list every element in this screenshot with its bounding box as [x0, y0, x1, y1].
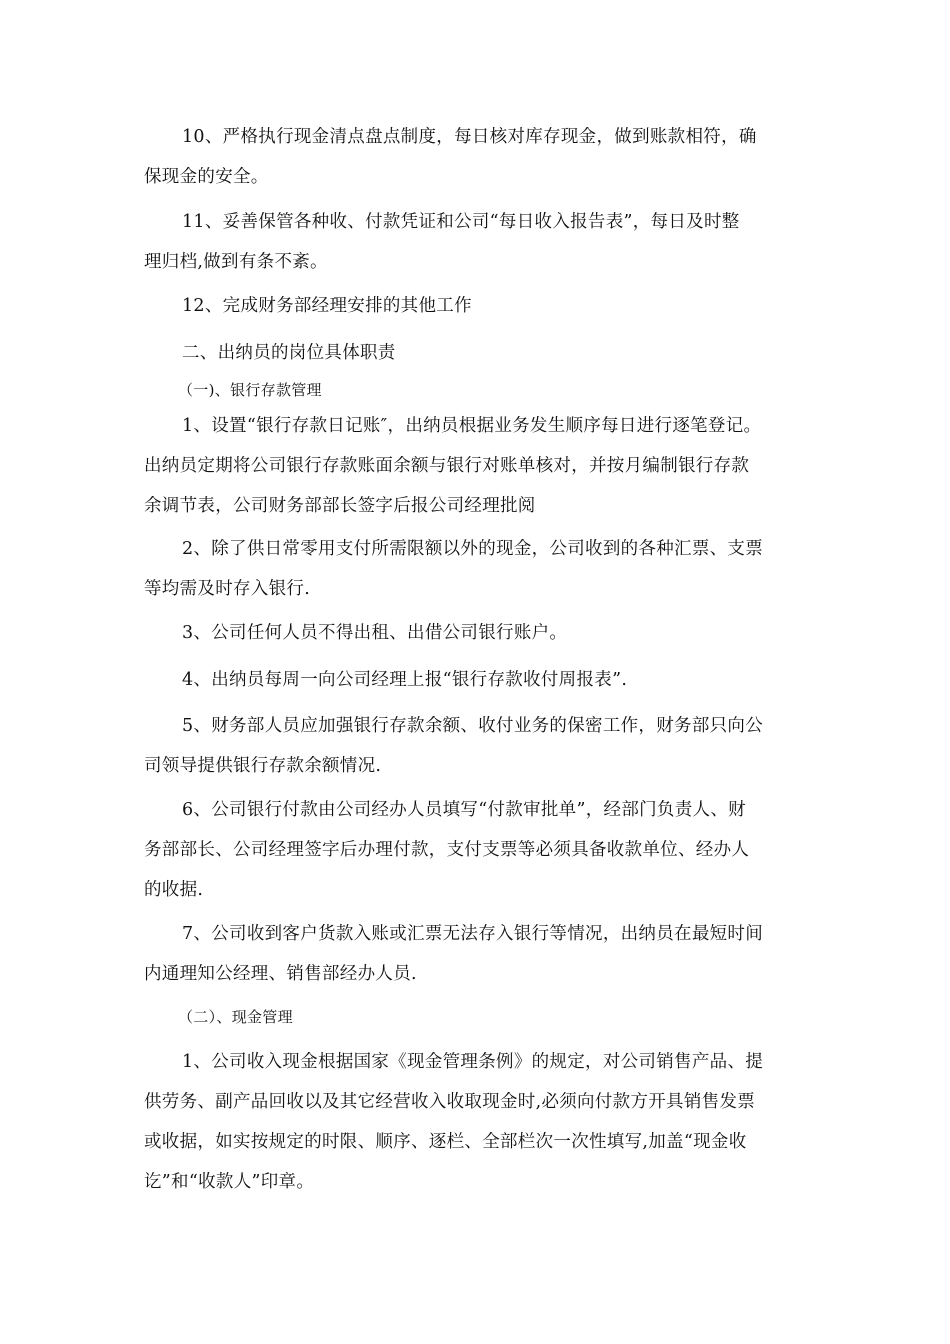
text-line: 1、设置“银行存款日记账″，出纳员根据业务发生顺序每日进行逐笔登记。 — [182, 416, 762, 436]
text-line: 4、出纳员每周一向公司经理上报“银行存款收付周报表”. — [182, 670, 628, 690]
paragraph-bank-1 — [144, 406, 809, 526]
paragraph-bank-4 — [144, 660, 809, 700]
paragraph-bank-3 — [144, 613, 809, 653]
text-line: 5、财务部人员应加强银行存款余额、收付业务的保密工作，财务部只向公 — [182, 716, 764, 736]
paragraph-cash-1 — [144, 1042, 809, 1202]
section-title-duties — [144, 333, 809, 373]
text-line: 10、严格执行现金清点盘点制度，每日核对库存现金，做到账款相符，确 — [182, 127, 757, 147]
subsection-title-cash: （二）、现金管理 — [178, 1008, 293, 1026]
text-line: 7、公司收到客户货款入账或汇票无法存入银行等情况，出纳员在最短时间 — [182, 924, 764, 944]
text-line: 1、公司收入现金根据国家《现金管理条例》的规定，对公司销售产品、提 — [182, 1052, 764, 1072]
text-line: 讫”和“收款人”印章。 — [144, 1172, 315, 1192]
paragraph-bank-6 — [144, 790, 809, 910]
subsection-title-bank-deposit: （一)、银行存款管理 — [178, 381, 322, 399]
paragraph-item-10 — [144, 117, 809, 197]
text-line: 保现金的安全。 — [144, 167, 269, 187]
paragraph-item-11 — [144, 202, 809, 282]
text-line: 12、完成财务部经理安排的其他工作 — [182, 296, 472, 316]
text-line: 或收据，如实按规定的时限、顺序、逐栏、全部栏次一次性填写,加盖“现金收 — [144, 1132, 747, 1152]
text-line: 6、公司银行付款由公司经办人员填写“付款审批单”，经部门负责人、财 — [182, 800, 746, 820]
paragraph-item-12 — [144, 286, 809, 326]
text-line: 务部部长、公司经理签字后办理付款，支付支票等必须具备收款单位、经办人 — [144, 840, 750, 860]
text-line: 2、除了供日常零用支付所需限额以外的现金，公司收到的各种汇票、支票 — [182, 539, 764, 559]
text-line: 11、妥善保管各种收、付款凭证和公司“每日收入报告表”，每日及时整 — [182, 212, 740, 232]
text-line: 3、公司任何人员不得出租、出借公司银行账户。 — [182, 623, 568, 643]
text-line: 内通理知公经理、销售部经办人员. — [144, 964, 417, 984]
paragraph-bank-2 — [144, 529, 809, 609]
paragraph-bank-5 — [144, 706, 809, 786]
text-line: 司领导提供银行存款余额情况. — [144, 756, 382, 776]
text-line: 出纳员定期将公司银行存款账面余额与银行对账单核对，并按月编制银行存款 — [144, 456, 750, 476]
text-line: 余调节表，公司财务部部长签字后报公司经理批阅 — [144, 496, 536, 516]
section-heading: 二、出纳员的岗位具体职责 — [182, 343, 396, 363]
text-line: 的收据. — [144, 880, 204, 900]
text-line: 供劳务、副产品回收以及其它经营收入收取现金时,必须向付款方开具销售发票 — [144, 1092, 756, 1112]
text-line: 等均需及时存入银行. — [144, 579, 311, 599]
text-line: 理归档,做到有条不紊。 — [144, 252, 328, 272]
paragraph-bank-7 — [144, 914, 809, 994]
